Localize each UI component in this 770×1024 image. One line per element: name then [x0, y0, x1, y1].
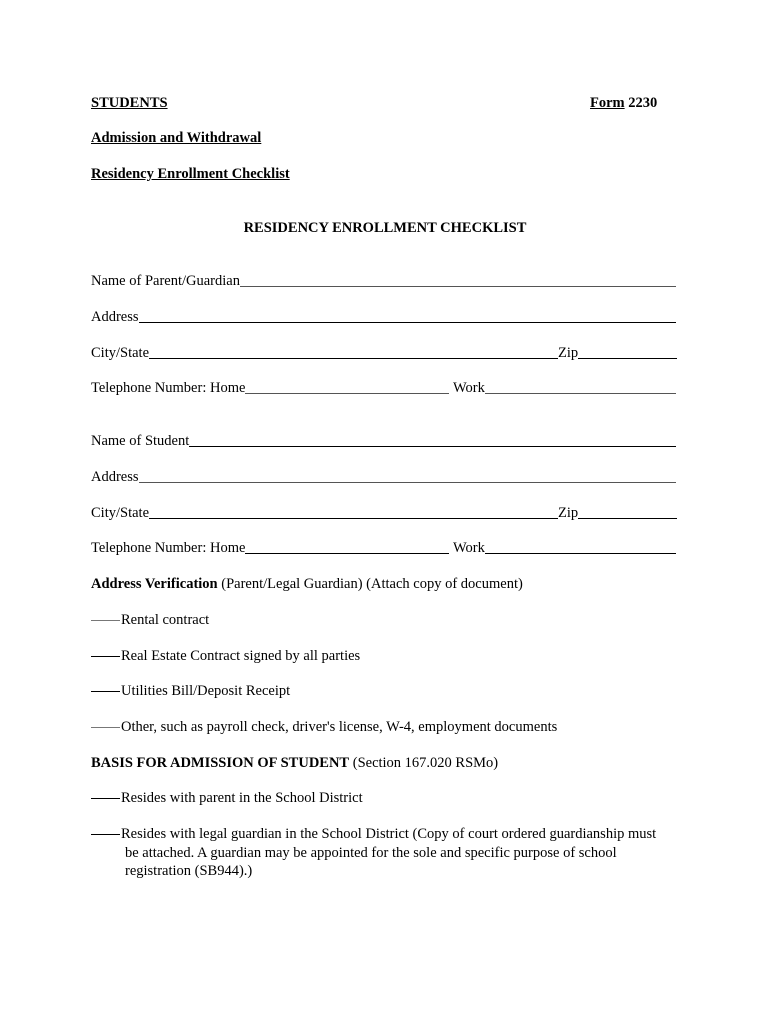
subtitle-admission: Admission and Withdrawal — [91, 130, 262, 146]
checkbox-blank[interactable] — [91, 798, 120, 799]
checkbox-blank[interactable] — [91, 834, 120, 835]
section-heading: STUDENTS — [91, 95, 168, 111]
page-title: RESIDENCY ENROLLMENT CHECKLIST — [243, 220, 527, 236]
student-phone-home-line[interactable] — [245, 553, 449, 554]
student-phone-home-field[interactable] — [91, 539, 449, 557]
basis-heading — [91, 754, 498, 772]
checklist-item[interactable] — [91, 718, 557, 736]
checklist-item-label: Resides with legal guardian in the School District (Copy of court ordered guardianship must — [121, 826, 657, 842]
subtitle-checklist: Residency Enrollment Checklist — [91, 166, 290, 182]
verification-heading-bold: Address Verification — [91, 576, 218, 592]
checklist-item[interactable] — [91, 789, 363, 807]
student-citystate-field[interactable] — [91, 504, 558, 522]
student-name-line[interactable] — [189, 446, 676, 447]
parent-phone-work-label: Work — [453, 380, 485, 396]
parent-phone-home-field[interactable] — [91, 379, 449, 397]
parent-phone-work-line[interactable] — [485, 393, 676, 394]
form-number — [590, 94, 657, 112]
parent-phone-work-field[interactable] — [453, 379, 676, 397]
verification-heading — [91, 575, 523, 593]
parent-zip-label: Zip — [558, 345, 579, 361]
form-number-value: 2230 — [628, 95, 658, 111]
checklist-item-label: Other, such as payroll check, driver's license, W-4, employment documents — [121, 719, 558, 735]
form-label: Form — [590, 95, 625, 111]
parent-name-line[interactable] — [240, 286, 676, 287]
checklist-item[interactable] — [91, 682, 290, 700]
student-address-line[interactable] — [139, 482, 676, 483]
verification-heading-rest: (Parent/Legal Guardian) (Attach copy of document) — [217, 576, 523, 592]
basis-heading-bold: BASIS FOR ADMISSION OF STUDENT — [91, 755, 350, 771]
checklist-item[interactable] — [91, 647, 360, 665]
checkbox-blank[interactable] — [91, 691, 120, 692]
checklist-item-label: Rental contract — [121, 612, 210, 628]
student-address-field[interactable] — [91, 468, 676, 486]
parent-phone-home-line[interactable] — [245, 393, 449, 394]
parent-zip-line[interactable] — [578, 358, 677, 359]
student-name-label: Name of Student — [91, 433, 190, 449]
basis-heading-rest: (Section 167.020 RSMo) — [349, 755, 499, 771]
parent-citystate-field[interactable] — [91, 344, 558, 362]
checklist-item-label: Real Estate Contract signed by all parties — [121, 648, 361, 664]
checklist-item-continuation: registration (SB944).) — [125, 863, 253, 879]
parent-citystate-line[interactable] — [149, 358, 558, 359]
student-phone-work-label: Work — [453, 540, 485, 556]
checklist-item[interactable] — [91, 825, 656, 843]
student-zip-label: Zip — [558, 505, 579, 521]
student-zip-field[interactable] — [558, 504, 677, 522]
student-citystate-label: City/State — [91, 505, 149, 521]
checkbox-blank[interactable] — [91, 727, 120, 728]
checklist-item-continuation: be attached. A guardian may be appointed for the sole and specific purpose of school — [125, 845, 617, 861]
parent-citystate-label: City/State — [91, 345, 149, 361]
parent-zip-field[interactable] — [558, 344, 677, 362]
student-address-label: Address — [91, 469, 139, 485]
checkbox-blank[interactable] — [91, 656, 120, 657]
student-phone-work-line[interactable] — [485, 553, 676, 554]
checklist-item[interactable] — [91, 611, 209, 629]
checklist-item-label: Utilities Bill/Deposit Receipt — [121, 683, 291, 699]
parent-address-label: Address — [91, 309, 139, 325]
parent-phone-home-label: Telephone Number: Home — [91, 380, 246, 396]
checkbox-blank[interactable] — [91, 620, 120, 621]
student-phone-home-label: Telephone Number: Home — [91, 540, 246, 556]
checklist-item-label: Resides with parent in the School District — [121, 790, 363, 806]
student-name-field[interactable] — [91, 432, 676, 450]
parent-name-label: Name of Parent/Guardian — [91, 273, 240, 289]
student-phone-work-field[interactable] — [453, 539, 676, 557]
parent-name-field[interactable] — [91, 272, 676, 290]
student-zip-line[interactable] — [578, 518, 677, 519]
parent-address-field[interactable] — [91, 308, 676, 326]
student-citystate-line[interactable] — [149, 518, 558, 519]
parent-address-line[interactable] — [139, 322, 676, 323]
